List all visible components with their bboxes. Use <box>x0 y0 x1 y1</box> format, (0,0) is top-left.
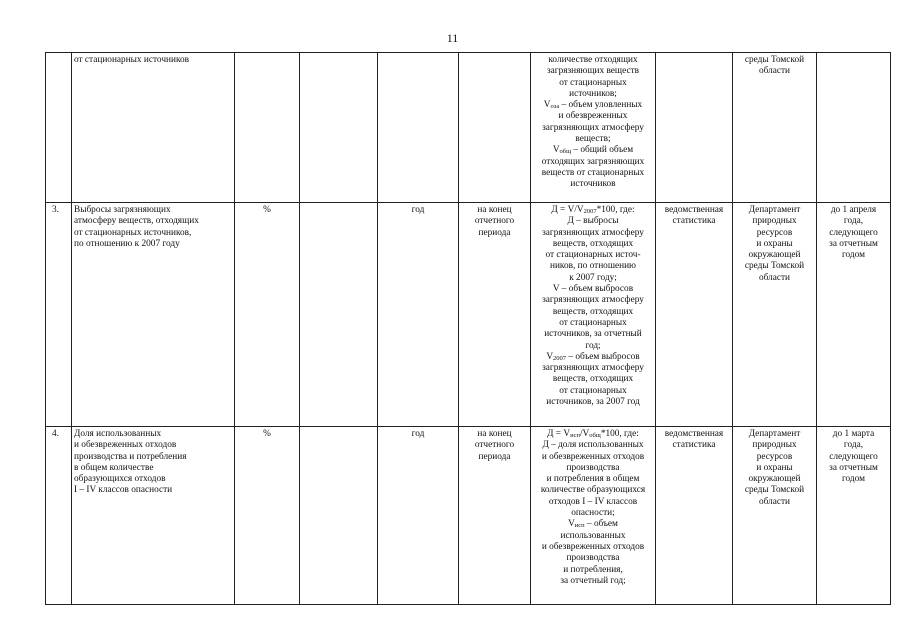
text-line: Доля использованных <box>74 429 162 439</box>
formula: $Д = V_{исп}/V_{общ}*100$, где: <box>547 429 639 439</box>
cell-source <box>656 427 733 605</box>
text-line: и обезвреженных отходов <box>541 451 645 462</box>
text-line: источников, за отчетный <box>544 329 642 340</box>
text-line: источников, за 2007 год <box>546 397 640 408</box>
text-line: окружающей <box>748 474 801 485</box>
cell-indicator-name <box>72 203 235 427</box>
text-line: и охраны <box>756 462 793 473</box>
page-number: 11 <box>446 31 459 45</box>
text-line: веществ от стационарных <box>541 167 645 178</box>
text-line: источников; <box>569 88 617 99</box>
text-line: от стационарных источ- <box>545 250 641 261</box>
table-row-4 <box>46 427 891 605</box>
text-line: за отчетным <box>829 238 878 249</box>
text-line: года, <box>843 216 864 227</box>
text-line: природных <box>752 440 797 451</box>
text-line: веществ, отходящих <box>552 238 634 249</box>
cell-empty <box>235 53 300 203</box>
text-line: до 1 марта <box>832 429 875 439</box>
cell-period <box>459 427 531 605</box>
text-line: веществ; <box>575 134 611 145</box>
text-line: периода <box>478 227 511 238</box>
text-line: на конец <box>477 205 512 215</box>
text-line: производства <box>566 462 620 473</box>
cell-num <box>46 53 72 203</box>
text-line: использованных <box>560 530 626 541</box>
text-line: Д – доля использованных <box>542 440 644 451</box>
text-line: ресурсов <box>756 451 793 462</box>
cell-empty <box>300 203 378 427</box>
text-line: в общем количестве <box>74 462 154 473</box>
text-line: окружающей <box>748 250 801 261</box>
text-line: и потребления, <box>563 564 623 575</box>
text-line: по отношению к 2007 году <box>74 238 180 249</box>
text-line: области <box>758 66 791 77</box>
text-line: на конец <box>477 429 512 439</box>
cell-responsible <box>733 427 817 605</box>
cell-responsible <box>733 53 817 203</box>
text-line: и обезвреженных отходов <box>74 440 177 451</box>
vobsh-definition: $V_{общ}$ – общий объем <box>552 145 634 156</box>
text-line: опасности; <box>571 508 615 519</box>
text-line: ведомственная <box>664 429 724 439</box>
text-line: среды Томской <box>744 55 805 65</box>
cell-periodicity: год <box>378 427 459 605</box>
text-line: за отчетным <box>829 462 878 473</box>
text-line: Выбросы загрязняющих <box>74 205 171 215</box>
indicators-table <box>45 52 891 605</box>
text-line: атмосферу веществ, отходящих <box>74 216 199 227</box>
text-line: следующего <box>829 451 878 462</box>
text-line: следующего <box>829 227 878 238</box>
text-line: периода <box>478 451 511 462</box>
table-row-3 <box>46 203 891 427</box>
text-line: Департамент <box>748 429 801 439</box>
text-line: веществ, отходящих <box>552 374 634 385</box>
text-line: отходов I – IV классов <box>548 496 638 507</box>
cell-num: 3. <box>46 203 72 427</box>
text-line: производства и потребления <box>74 451 187 462</box>
text-line: загрязняющих веществ <box>546 66 640 77</box>
text-line: года, <box>843 440 864 451</box>
text-line: годом <box>841 250 866 261</box>
text-line: отчетного <box>474 216 515 227</box>
text-line: I – IV классов опасности <box>74 485 173 496</box>
text-line: области <box>758 496 791 507</box>
text-line: области <box>758 272 791 283</box>
text-line: от стационарных <box>559 385 627 396</box>
text-line: и охраны <box>756 238 793 249</box>
text-line: годом <box>841 474 866 485</box>
cell-indicator-name <box>72 53 235 203</box>
text-line: веществ, отходящих <box>552 306 634 317</box>
cell-method <box>531 203 656 427</box>
text-line: загрязняющих атмосферу <box>542 295 644 306</box>
cell-period <box>459 203 531 427</box>
text-line: до 1 апреля <box>830 205 877 215</box>
text-line: от стационарных <box>559 317 627 328</box>
text-line: Д – выбросы <box>567 216 619 227</box>
cell-periodicity: год <box>378 203 459 427</box>
text-line: источников <box>570 179 616 190</box>
voza-definition: $V_{оза}$ – объем уловленных <box>543 100 643 111</box>
cell-unit: % <box>235 203 300 427</box>
text-line: ресурсов <box>756 227 793 238</box>
text-line: к 2007 году; <box>569 272 617 283</box>
text-line: год; <box>585 340 601 351</box>
cell-method <box>531 427 656 605</box>
text-line: загрязняющих атмосферу <box>542 227 644 238</box>
text-line: производства <box>566 553 620 564</box>
text-line: и обезвреженных отходов <box>541 541 645 552</box>
indicator-name-text: от стационарных источников <box>74 55 190 65</box>
v2007-definition: $V_{2007}$ – объем выбросов <box>546 351 640 362</box>
cell-empty <box>300 53 378 203</box>
cell-empty <box>656 53 733 203</box>
text-line: природных <box>752 216 797 227</box>
cell-responsible <box>733 203 817 427</box>
text-line: количестве отходящих <box>548 55 638 65</box>
text-line: и обезвреженных <box>558 111 628 122</box>
formula: $Д = V/V_{2007}*100$, где: <box>551 205 635 215</box>
cell-empty <box>817 53 891 203</box>
cell-empty <box>459 53 531 203</box>
text-line: ников, по отношению <box>549 261 637 272</box>
cell-num: 4. <box>46 427 72 605</box>
cell-method <box>531 53 656 203</box>
text-line: за отчетный год; <box>560 575 626 586</box>
cell-indicator-name <box>72 427 235 605</box>
text-line: от стационарных источников, <box>74 227 192 238</box>
visp-definition: $V_{исп}$ – объем <box>568 519 618 530</box>
text-line: Департамент <box>748 205 801 215</box>
text-line: статистика <box>672 440 716 451</box>
cell-empty <box>378 53 459 203</box>
text-line: V – объем выбросов <box>552 284 634 295</box>
cell-unit: % <box>235 427 300 605</box>
text-line: загрязняющих атмосферу <box>542 363 644 374</box>
text-line: и потребления в общем <box>546 474 640 485</box>
text-line: среды Томской <box>744 261 805 272</box>
table-row-continuation <box>46 53 891 203</box>
text-line: статистика <box>672 216 716 227</box>
cell-source <box>656 203 733 427</box>
text-line: образующихся отходов <box>74 474 166 485</box>
text-line: от стационарных <box>559 77 627 88</box>
cell-deadline <box>817 427 891 605</box>
cell-empty <box>300 427 378 605</box>
text-line: загрязняющих атмосферу <box>542 122 644 133</box>
text-line: ведомственная <box>664 205 724 215</box>
text-line: отходящих загрязняющих <box>541 156 645 167</box>
text-line: среды Томской <box>744 485 805 496</box>
text-line: отчетного <box>474 440 515 451</box>
text-line: количестве образующихся <box>540 485 646 496</box>
cell-deadline <box>817 203 891 427</box>
